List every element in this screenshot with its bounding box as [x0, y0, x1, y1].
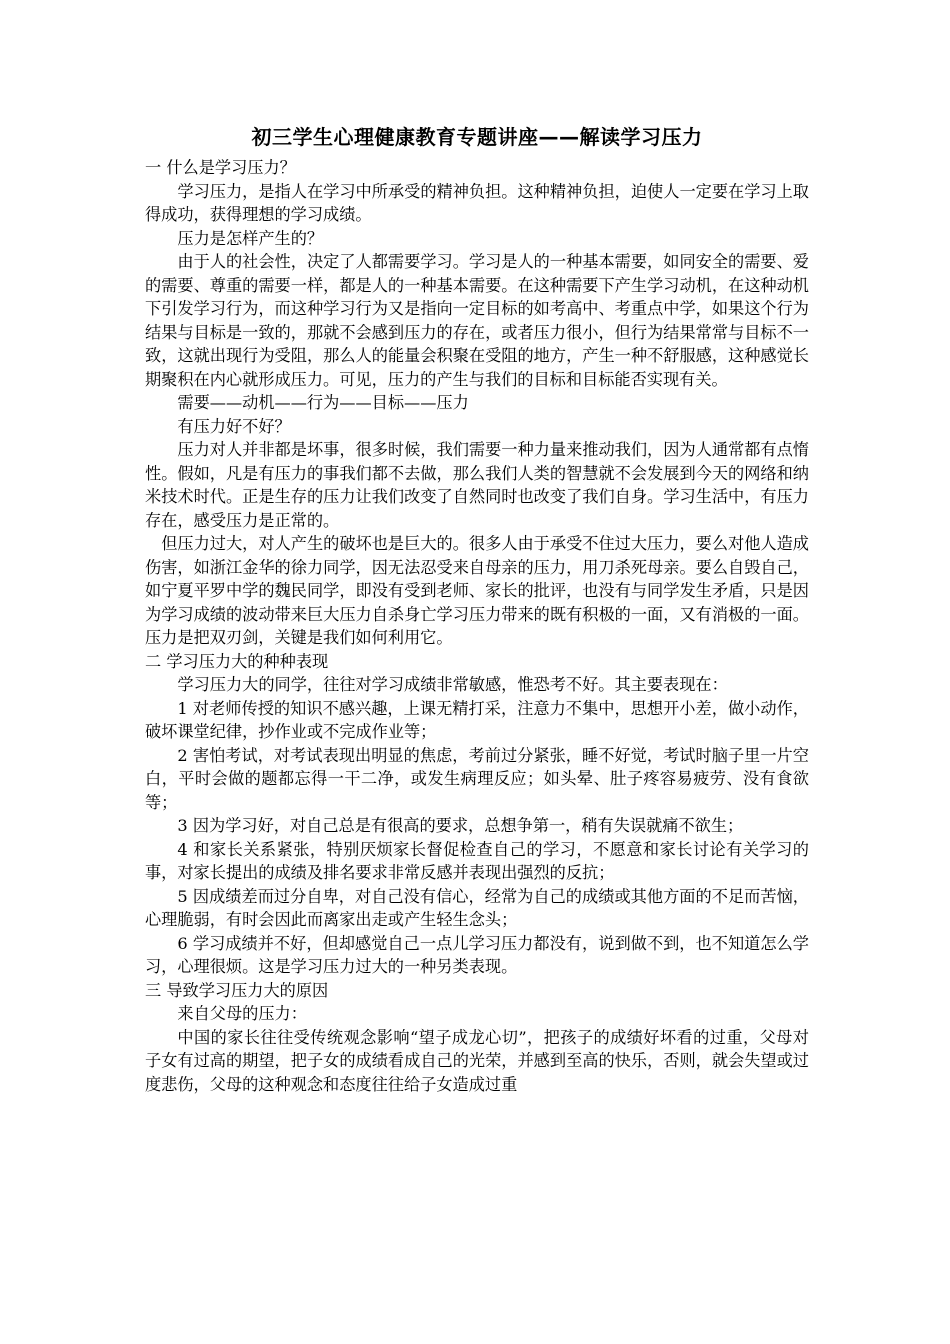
subheading: 压力是怎样产生的？: [177, 228, 324, 248]
document-page: [145, 118, 809, 1096]
section-1-heading: 一 什么是学习压力？: [145, 158, 296, 177]
list-item: 3 因为学习好，对自己总是有很高的要求，总想争第一，稍有失误就痛不欲生；: [177, 816, 744, 835]
document-title: 初三学生心理健康教育专题讲座——解读学习压力: [251, 125, 703, 149]
paragraph: 学习压力大的同学，往往对学习成绩非常敏感，惟恐考不好。其主要表现在：: [177, 675, 728, 694]
paragraph: 但压力过大，对人产生的破坏也是巨大的。很多人由于承受不住过大压力，要么对他人造成伤害，如浙江金华的徐力同学，因无法忍受来自母亲的压力，用刀杀死母亲。要么自毁自己，如宁夏平罗中学的魏民同学，即没有受到老师、家长的批评，也没有与同学发生矛盾，只是因为学习成绩的波动带来巨大压力自杀身亡学习压力带来的既有积极的一面，又有消极的一面。压力是把双刃剑，关键是我们如何利用它。: [145, 534, 809, 647]
list-item: 4 和家长关系紧张，特别厌烦家长督促检查自己的学习，不愿意和家长讨论有关学习的事，对家长提出的成绩及排名要求非常反感并表现出强烈的反抗；: [145, 839, 809, 882]
paragraph: 由于人的社会性，决定了人都需要学习。学习是人的一种基本需要，如同安全的需要、爱的需要、尊重的需要一样，都是人的一种基本需要。在这种需要下产生学习动机，在这种动机下引发学习行为，而这种学习行为又是指向一定目标的如考高中、考重点中学，如果这个行为结果与目标是一致的，那就不会感到压力的存在，或者压力很小，但行为结果常常与目标不一致，这就出现行为受阻，那么人的能量会积聚在受阻的地方，产生一种不舒服感，这种感觉长期聚积在内心就形成压力。可见，压力的产生与我们的目标和目标能否实现有关。: [145, 252, 809, 389]
list-item: 2 害怕考试，对考试表现出明显的焦虑，考前过分紧张，睡不好觉，考试时脑子里一片空白，平时会做的题都忘得一干二净，或发生病理反应；如头晕、肚子疼容易疲劳、没有食欲等；: [145, 745, 809, 812]
section-3-heading: 三 导致学习压力大的原因: [145, 980, 329, 1000]
section-2-heading: 二 学习压力大的种种表现: [145, 651, 329, 671]
paragraph: 学习压力，是指人在学习中所承受的精神负担。这种精神负担，迫使人一定要在学习上取得成功，获得理想的学习成绩。: [145, 181, 809, 224]
list-item: 5 因成绩差而过分自卑，对自己没有信心，经常为自己的成绩或其他方面的不足而苦恼，心理脆弱，有时会因此而离家出走或产生轻生念头；: [145, 886, 809, 929]
formula-line: 需要——动机——行为——目标——压力: [177, 393, 469, 412]
paragraph: 压力对人并非都是坏事，很多时候，我们需要一种力量来推动我们，因为人通常都有点惰性。假如，凡是有压力的事我们都不去做，那么我们人类的智慧就不会发展到今天的网络和纳米技术时代。正是生存的压力让我们改变了自然同时也改变了我们自身。学习生活中，有压力存在，感受压力是正常的。: [145, 440, 809, 530]
paragraph: 中国的家长往往受传统观念影响“望子成龙心切”，把孩子的成绩好坏看的过重，父母对子女有过高的期望，把子女的成绩看成自己的光荣，并感到至高的快乐，否则，就会失望或过度悲伤，父母的这种观念和态度往往给子女造成过重: [145, 1027, 809, 1094]
list-item: 6 学习成绩并不好，但却感觉自己一点儿学习压力都没有，说到做不到，也不知道怎么学习，心理很烦。这是学习压力过大的一种另类表现。: [145, 933, 809, 976]
subheading: 有压力好不好？: [177, 416, 291, 436]
list-item: 1 对老师传授的知识不感兴趣，上课无精打采，注意力不集中，思想开小差，做小动作，破坏课堂纪律，抄作业或不完成作业等；: [145, 698, 809, 741]
subheading: 来自父母的压力：: [177, 1004, 307, 1023]
